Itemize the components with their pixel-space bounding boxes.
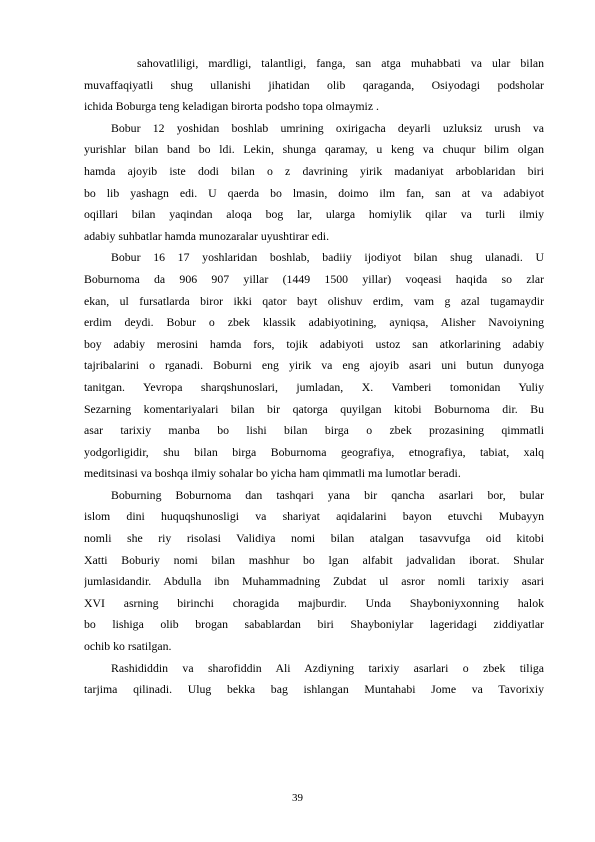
- text-line: yurishlar bilan band bo ldi. Lekin, shunga qaramay, u keng va chuqur bilim olgan: [84, 142, 544, 157]
- text-line: jumlasidandir. Abdulla ibn Muhammadning Zubdat ul asror nomli tarixiy asari: [84, 574, 544, 589]
- text-line: Bobur 12 yoshidan boshlab umrining oxirigacha deyarli uzluksiz urush va: [111, 120, 544, 135]
- text-line: XVI asrning birinchi choragida majburdir. Unda Shayboniyxonning halok: [84, 595, 544, 610]
- text-line: Bobur 16 17 yoshlaridan boshlab, badiiy ijodiyot bilan shug ulanadi. U: [111, 250, 544, 265]
- text-line: Boburnoma da 906 907 yillar (1449 1500 yillar) voqeasi haqida so zlar: [84, 271, 544, 286]
- text-line: meditsinasi va boshqa ilmiy sohalar bo yicha ham qimmatli ma lumotlar beradi.: [84, 466, 461, 481]
- text-line: muvaffaqiyatli shug ullanishi jihatidan olib qaraganda, Osiyodagi podsholar: [84, 77, 544, 92]
- text-line: asar tarixiy manba bo lishi bilan birga o zbek prozasining qimmatli: [84, 423, 544, 438]
- text-line: Rashididdin va sharofiddin Ali Azdiyning tarixiy asarlari o zbek tiliga: [111, 660, 544, 675]
- text-line: bo lib yashagn edi. U qaerda bo lmasin, doimo ilm fan, san at va adabiyot: [84, 185, 544, 200]
- body-text: [84, 53, 544, 701]
- text-line: oqillari bilan yaqindan aloqa bog lar, ularga homiylik qilar va turli ilmiy: [84, 207, 544, 222]
- text-line: tarjima qilinadi. Ulug bekka bag ishlangan Muntahabi Jome va Tavorixiy: [84, 682, 544, 697]
- text-line: bo lishiga olib brogan sabablardan biri Shayboniylar lageridagi ziddiyatlar: [84, 617, 544, 632]
- text-line: tanitgan. Yevropa sharqshunoslari, jumladan, X. Vamberi tomonidan Yuliy: [84, 379, 544, 394]
- page-number: 39: [292, 792, 303, 804]
- text-line: nomli she riy risolasi Validiya nomi bilan atalgan tasavvufga oid kitobi: [84, 531, 544, 546]
- text-line: sahovatliligi, mardligi, talantligi, fanga, san atga muhabbati va ular bilan: [137, 56, 544, 70]
- text-line: yodgorligidir, shu bilan birga Boburnoma geografiya, etnografiya, tabiat, xalq: [84, 444, 544, 459]
- text-line: Xatti Boburiy nomi bilan mashhur bo lgan alfabit jadvalidan iborat. Shular: [84, 552, 544, 567]
- text-line: tajribalarini o rganadi. Boburni eng yirik va eng ajoyib asari uni butun dunyoga: [84, 358, 544, 373]
- text-line: islom dini huquqshunosligi va shariyat aqidalarini bayon etuvchi Mubayyn: [84, 509, 544, 524]
- text-line: Sezarning komentariyalari bilan bir qatorga quyilgan kitobi Boburnoma dir. Bu: [84, 401, 544, 416]
- text-line: ichida Boburga teng keladigan birorta podsho topa olmaymiz .: [84, 99, 379, 114]
- text-line: adabiy suhbatlar hamda munozaralar uyushtirar edi.: [84, 228, 330, 243]
- text-line: ekan, ul fursatlarda biror ikki qator bayt olishuv erdim, vam g azal tugamaydir: [84, 293, 544, 308]
- text-line: erdim deydi. Bobur o zbek klassik adabiyotining, ayniqsa, Alisher Navoiyning: [84, 315, 544, 330]
- text-line: Boburning Boburnoma dan tashqari yana bir qancha asarlari bor, bular: [111, 487, 544, 502]
- text-line: boy adabiy merosini hamda fors, tojik adabiyoti ustoz san atkorlarining adabiy: [84, 336, 544, 351]
- text-line: ochib ko rsatilgan.: [84, 639, 172, 654]
- text-line: hamda ajoyib iste dodi bilan o z davrining yirik madaniyat arboblaridan biri: [84, 163, 544, 178]
